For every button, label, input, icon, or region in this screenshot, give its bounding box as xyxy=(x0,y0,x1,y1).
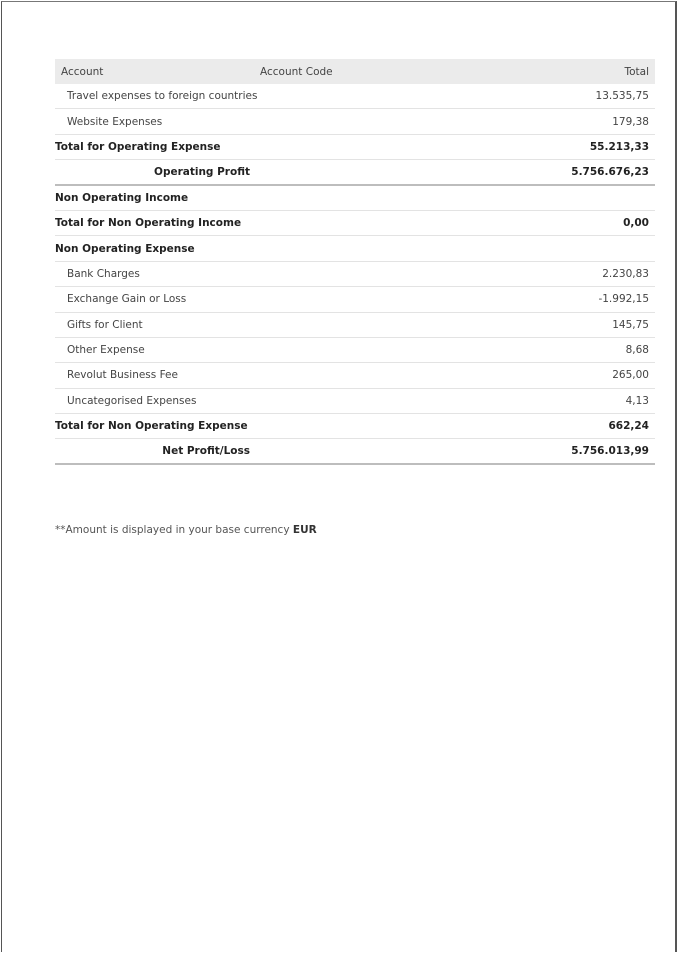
row-label: Non Operating Income xyxy=(55,191,189,204)
profit-loss-table xyxy=(55,59,655,465)
total-row xyxy=(55,414,655,439)
header-account: Account xyxy=(61,65,104,78)
report-page xyxy=(1,1,677,952)
header-total: Total xyxy=(624,65,649,78)
row-amount: 5.756.676,23 xyxy=(571,165,649,178)
row-label: Revolut Business Fee xyxy=(67,369,178,382)
row-amount: 179,38 xyxy=(612,115,649,128)
row-label: Exchange Gain or Loss xyxy=(67,293,187,306)
row-amount: 55.213,33 xyxy=(589,140,649,153)
row-label: Website Expenses xyxy=(67,115,163,128)
section-heading-row xyxy=(55,236,655,261)
section-heading-row xyxy=(55,186,655,211)
row-label: Total for Non Operating Income xyxy=(55,217,242,230)
operating-profit-row xyxy=(55,160,655,185)
row-amount: 5.756.013,99 xyxy=(571,445,649,458)
row-label: Non Operating Expense xyxy=(55,242,195,255)
row-label: Gifts for Client xyxy=(67,318,143,331)
row-label: Total for Non Operating Expense xyxy=(55,420,248,433)
table-row xyxy=(55,313,655,338)
row-amount: 13.535,75 xyxy=(595,90,649,103)
currency-footnote xyxy=(55,524,317,536)
table-header xyxy=(55,59,655,84)
row-amount: 0,00 xyxy=(623,217,649,230)
footnote-currency: EUR xyxy=(292,524,317,536)
row-amount: 4,13 xyxy=(625,394,649,407)
row-label: Total for Operating Expense xyxy=(55,140,221,153)
table-row xyxy=(55,84,655,109)
row-label: Other Expense xyxy=(67,344,145,357)
row-label: Bank Charges xyxy=(67,267,140,280)
row-amount: 265,00 xyxy=(612,369,649,382)
table-row xyxy=(55,363,655,388)
table-row xyxy=(55,109,655,134)
total-row xyxy=(55,135,655,160)
table-row xyxy=(55,389,655,414)
total-row xyxy=(55,211,655,236)
row-label: Net Profit/Loss xyxy=(162,445,250,458)
row-amount: 2.230,83 xyxy=(602,267,649,280)
row-label: Operating Profit xyxy=(154,165,250,178)
header-account-code: Account Code xyxy=(260,65,333,78)
row-label: Travel expenses to foreign countries xyxy=(67,90,258,103)
row-amount: 662,24 xyxy=(608,420,649,433)
footnote-text: **Amount is displayed in your base currency xyxy=(55,524,290,536)
row-amount: 8,68 xyxy=(625,344,649,357)
table-row xyxy=(55,338,655,363)
row-label: Uncategorised Expenses xyxy=(67,394,197,407)
net-profit-row xyxy=(55,439,655,464)
row-amount: -1.992,15 xyxy=(598,293,649,306)
table-row xyxy=(55,287,655,312)
row-amount: 145,75 xyxy=(612,318,649,331)
table-row xyxy=(55,262,655,287)
